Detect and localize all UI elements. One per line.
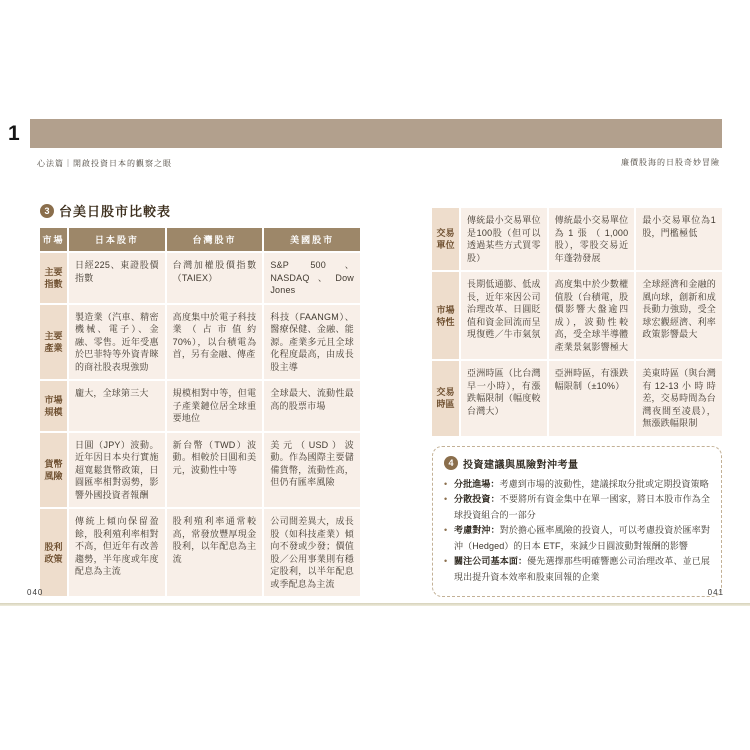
table-header-cell: 台灣股市 <box>167 228 263 251</box>
page-number-right: 041 <box>707 588 724 597</box>
right-page-content <box>432 208 722 597</box>
table-header-cell: 市場 <box>40 228 67 251</box>
bullet-text: 優先選擇那些明確響應公司治理改革、並已展現出提升資本效率和股東回報的企業 <box>454 556 710 582</box>
cell-taiwan: 傳統最小交易單位為1張（1,000股），零股交易近年蓬勃發展 <box>549 208 635 270</box>
cell-us: 美元（USD）波動。作為國際主要儲備貨幣，流動性高，但仍有匯率風險 <box>264 433 360 508</box>
bullet-lead: 分批進場： <box>454 478 500 489</box>
table-header-cell: 日本股市 <box>69 228 165 251</box>
bullet-lead: 分散投資： <box>454 494 500 504</box>
cell-japan: 傳統最小交易單位是100股（但可以透過某些方式買零股） <box>461 208 547 270</box>
row-label: 主要指數 <box>40 253 67 303</box>
advice-bullet-item <box>444 492 710 523</box>
cell-us: 全球經濟和金融的風向球，創新和成長動力強勁，受全球宏觀經濟、利率政策影響最大 <box>636 272 722 359</box>
row-label: 貨幣風險 <box>40 433 67 508</box>
row-label: 股利政策 <box>40 509 67 596</box>
investment-advice-box <box>432 446 722 598</box>
page-bottom-edge <box>0 603 750 606</box>
cell-us: 美東時區（與台灣有12-13小時時差，交易時間為台灣夜間至凌晨），無漲跌幅限制 <box>636 361 722 436</box>
cell-taiwan: 高度集中於少數權值股（台積電，股價影響大盤逾四成），波動性較高，受全球半導體產業景氣影響極大 <box>549 272 635 359</box>
bullet-lead: 關注公司基本面： <box>454 556 528 566</box>
advice-bullet-item <box>444 523 710 554</box>
cell-japan: 製造業（汽車、精密機械、電子）、金融、零售。近年受惠於巴菲特等外資青睞的商社股表現強勁 <box>69 305 165 380</box>
left-page-content <box>40 201 360 596</box>
market-comparison-table <box>40 228 360 596</box>
bullet-text: 不要將所有資金集中在單一國家，將日本股市作為全球投資組合的一部分 <box>454 494 710 520</box>
running-head-right: 廉價股海的日股奇妙冒險 <box>621 158 720 167</box>
cell-us: 全球最大、流動性最高的股票市場 <box>264 381 360 431</box>
table-header-cell: 美國股市 <box>264 228 360 251</box>
advice-bullet-item <box>444 477 710 493</box>
cell-taiwan: 規模相對中等，但電子產業鏈位居全球重要地位 <box>167 381 263 431</box>
page-number-left: 040 <box>27 588 44 597</box>
cell-us: S&P 500、NASDAQ、Dow Jones <box>264 253 360 303</box>
chapter-number: 1 <box>8 122 20 145</box>
market-comparison-table-continued <box>432 208 722 436</box>
cell-us: 公司間差異大，成長股（如科技產業）傾向不發或少發；價值股／公用事業則有穩定股利，以半年配息或季配息為主流 <box>264 509 360 596</box>
cell-japan: 日經225、東證股價指數 <box>69 253 165 303</box>
comparison-table-title <box>40 201 360 220</box>
row-label: 交易時區 <box>432 361 459 436</box>
cell-japan: 傳統上傾向保留盈餘，股利殖利率相對不高，但近年有改善趨勢，半年度或年度配息為主流 <box>69 509 165 596</box>
cell-taiwan: 新台幣（TWD）波動。相較於日圓和美元，波動性中等 <box>167 433 263 508</box>
cell-taiwan: 台灣加權股價指數（TAIEX） <box>167 253 263 303</box>
section-number-icon: 4 <box>444 456 458 470</box>
cell-us: 最小交易單位為1股，門檻極低 <box>636 208 722 270</box>
section-number-icon: 3 <box>40 204 54 218</box>
cell-japan: 日圓（JPY）波動。近年因日本央行實施超寬鬆貨幣政策，日圓匯率相對弱勢，影響外國投資者報酬 <box>69 433 165 508</box>
cell-taiwan: 高度集中於電子科技業（占市值約70%），以台積電為首，另有金融、傳產 <box>167 305 263 380</box>
cell-japan: 亞洲時區（比台灣早一小時），有漲跌幅限制（幅度較台灣大） <box>461 361 547 436</box>
advice-box-title <box>444 456 710 471</box>
cell-taiwan: 股利殖利率通常較高，常發放豐厚現金股利，以年配息為主流 <box>167 509 263 596</box>
bullet-text: 考慮到市場的波動性，建議採取分批或定期投資策略 <box>499 478 709 489</box>
bullet-dot-icon: • <box>444 525 448 535</box>
chapter-banner <box>30 119 722 148</box>
row-label: 主要產業 <box>40 305 67 380</box>
advice-bullet-item <box>444 554 710 585</box>
section-title-text: 台美日股市比較表 <box>59 204 172 219</box>
bullet-dot-icon: • <box>444 556 448 566</box>
advice-title-text: 投資建議與風險對沖考量 <box>463 459 579 471</box>
cell-japan: 龐大，全球第三大 <box>69 381 165 431</box>
cell-japan: 長期低通膨、低成長，近年來因公司治理改革、日圓貶值和資金回流而呈現復甦／牛市氣氛 <box>461 272 547 359</box>
row-label: 市場特性 <box>432 272 459 359</box>
cell-us: 科技（FAANGM）、醫療保健、金融、能源。產業多元且全球化程度最高，由成長股主導 <box>264 305 360 380</box>
bullet-lead: 考慮對沖： <box>454 525 500 535</box>
cell-taiwan: 亞洲時區，有漲跌幅限制（±10%） <box>549 361 635 436</box>
bullet-dot-icon: • <box>444 494 448 504</box>
advice-bullet-list <box>444 477 710 586</box>
bullet-dot-icon: • <box>444 478 448 489</box>
row-label: 市場規模 <box>40 381 67 431</box>
bullet-text: 對於擔心匯率風險的投資人，可以考慮投資於匯率對沖（Hedged）的日本 ETF，來減少日圓波動對報酬的影響 <box>454 525 710 551</box>
row-label: 交易單位 <box>432 208 459 270</box>
running-head-left: 心法篇｜開啟投資日本的觀察之眼 <box>37 159 172 168</box>
